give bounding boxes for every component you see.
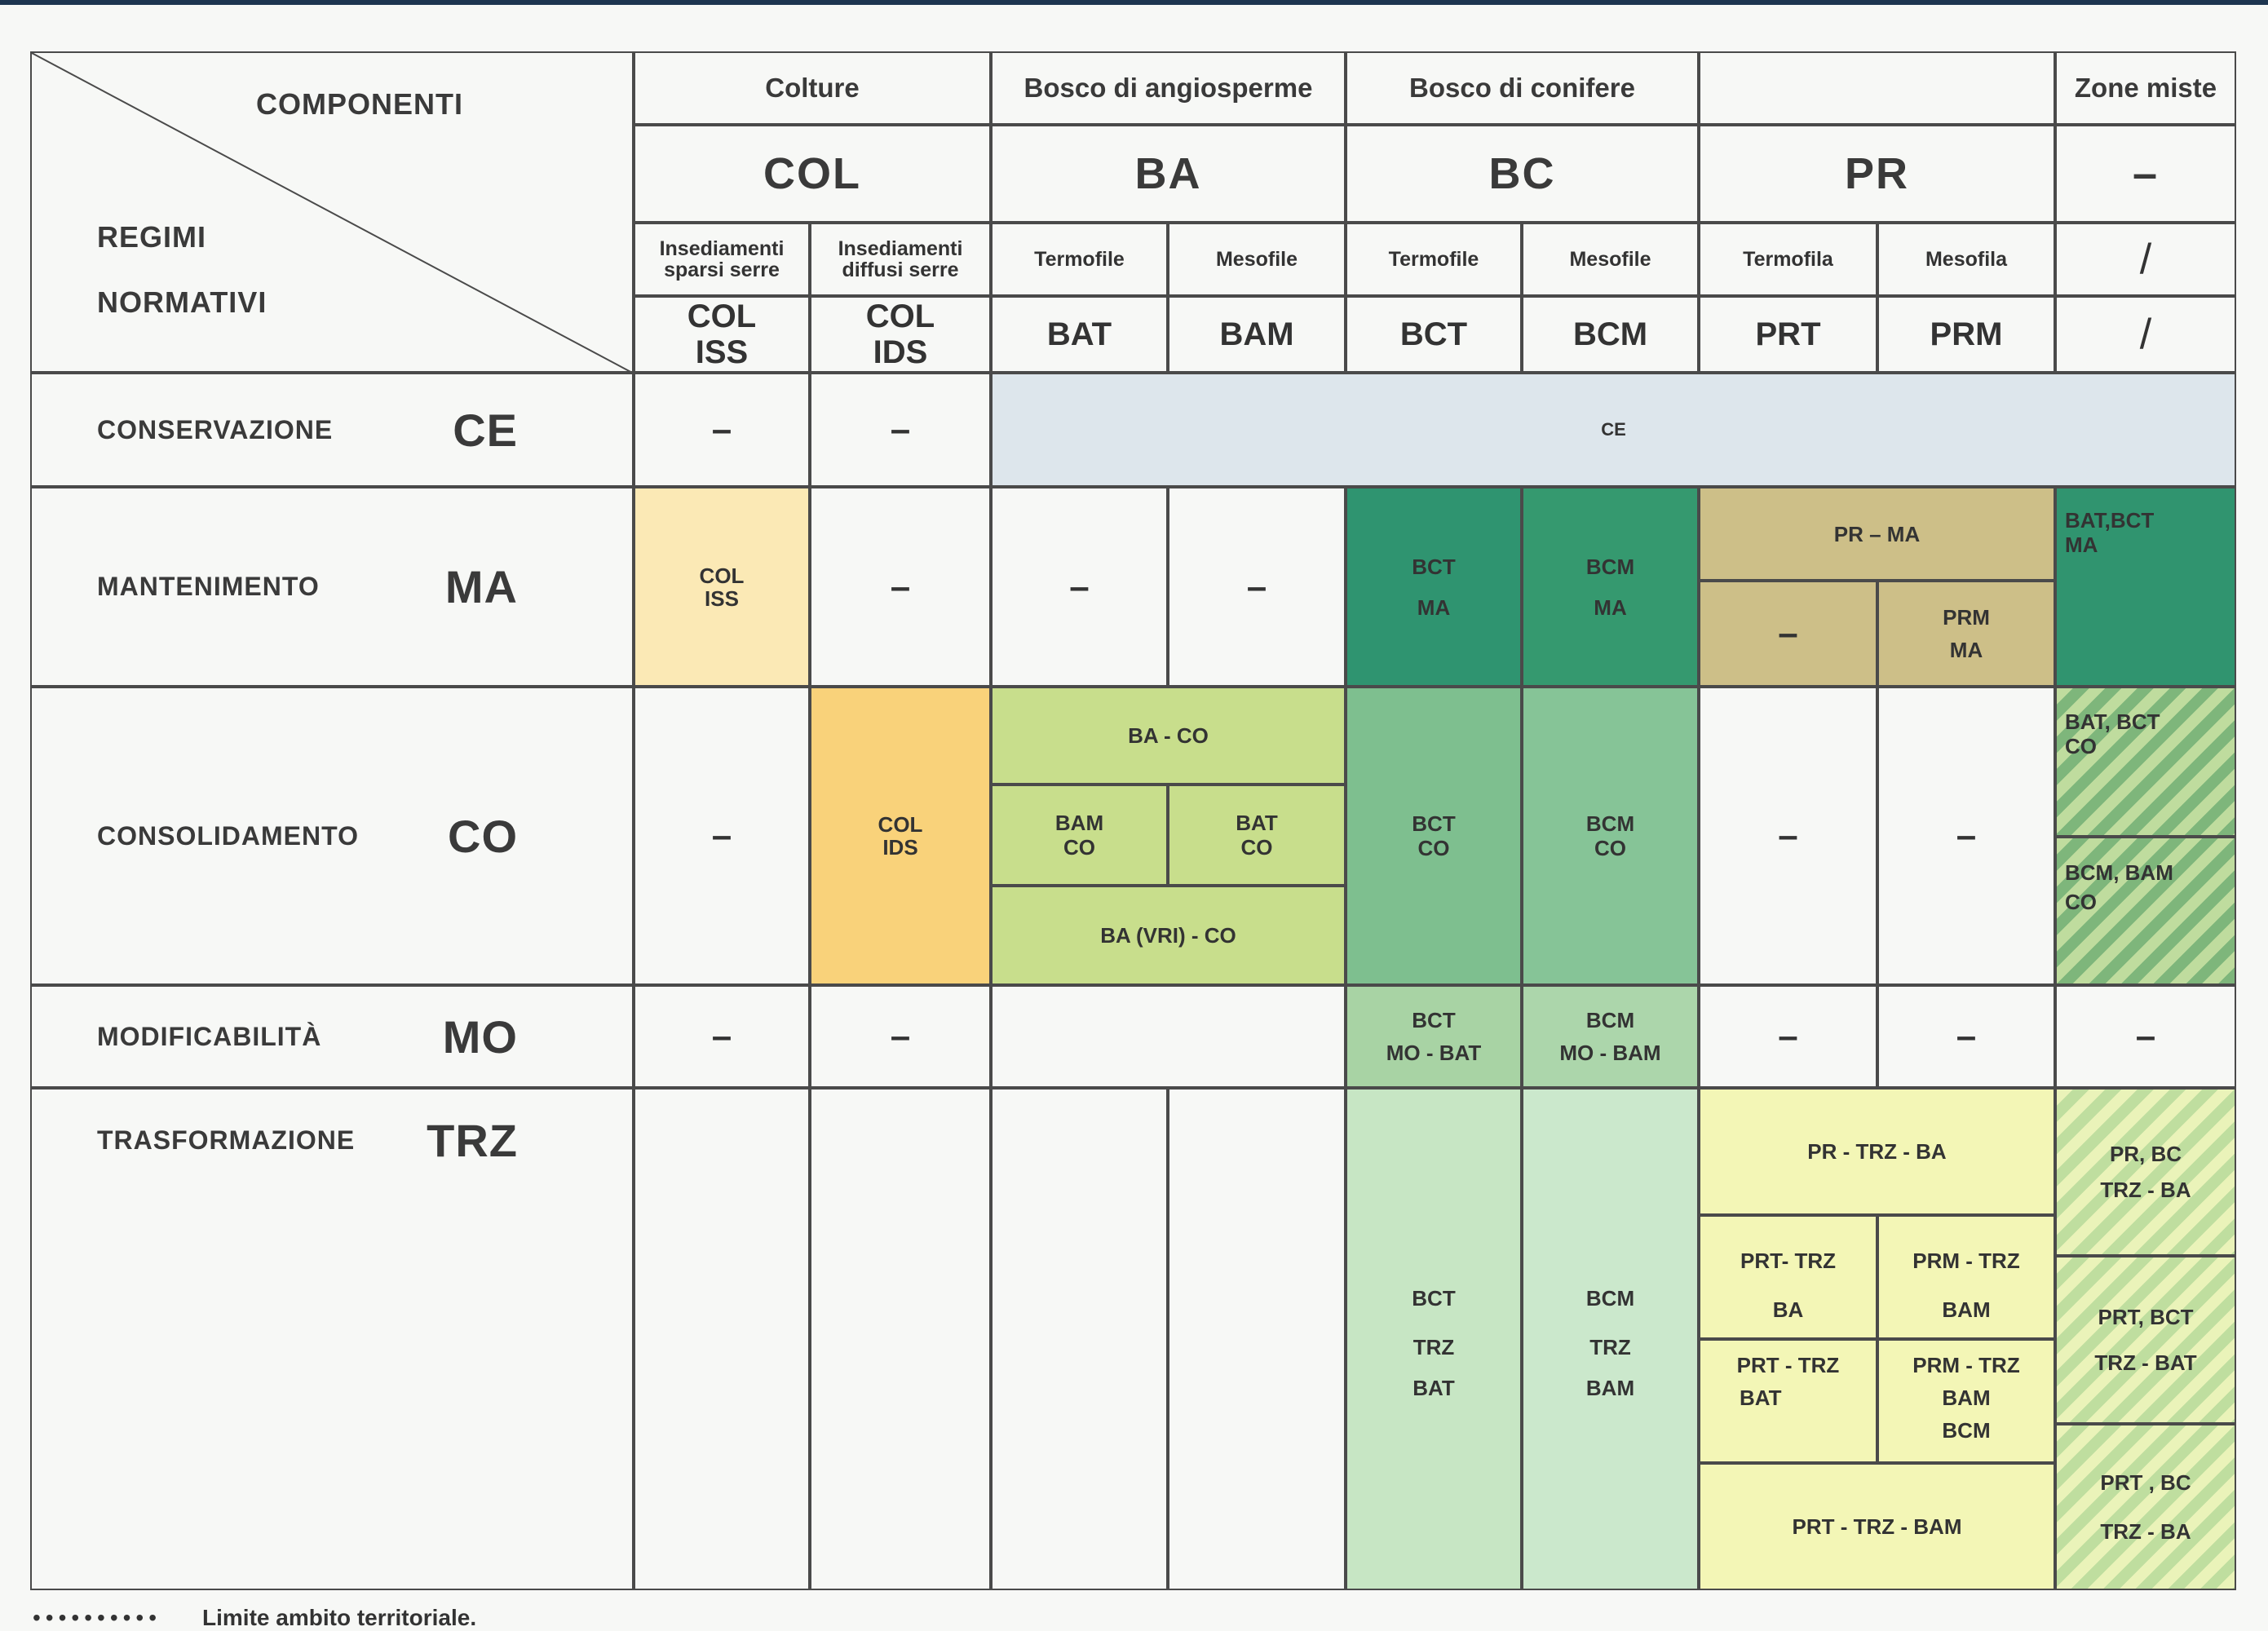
trz-mixed-cell-1: PR, BC TRZ - BA xyxy=(2055,1088,2236,1256)
sub-bct-code: BCT xyxy=(1346,296,1522,373)
trz-prt-bat-cell: PRT - TRZ BAT xyxy=(1699,1339,1877,1463)
co-ba-vri-cell: BA (VRI) - CO xyxy=(991,886,1346,985)
ce-col-ids-cell: – xyxy=(810,373,991,487)
row-label-trasformazione: TRASFORMAZIONE TRZ xyxy=(30,1088,634,1590)
mo-ba-cell xyxy=(991,985,1346,1088)
trz-bam-cell xyxy=(1168,1088,1346,1590)
legend xyxy=(33,1605,476,1631)
mo-mixed-cell: – xyxy=(2055,985,2236,1088)
ma-col-iss-cell: COL ISS xyxy=(634,487,810,687)
top-edge-bar xyxy=(0,0,2268,5)
regimi-label: REGIMI xyxy=(97,220,207,254)
sub-col-iss-code: COL ISS xyxy=(634,296,810,373)
co-bcm-cell: BCM CO xyxy=(1522,687,1699,985)
normativi-label: NORMATIVI xyxy=(97,285,267,319)
dotted-line-symbol: •••••••••• xyxy=(33,1605,162,1630)
sub-prt-code: PRT xyxy=(1699,296,1877,373)
ce-col-iss-cell: – xyxy=(634,373,810,487)
sub-prm-code: PRM xyxy=(1877,296,2055,373)
group-colture-name: Colture xyxy=(634,51,991,125)
co-bam-cell: BAM CO xyxy=(991,785,1168,886)
trz-bcm-cell: BCM TRZ BAM xyxy=(1522,1088,1699,1590)
mo-prt-cell: – xyxy=(1699,985,1877,1088)
ma-bat-cell: – xyxy=(991,487,1168,687)
row-label-modificabilita: MODIFICABILITÀ MO xyxy=(30,985,634,1088)
sub-col-ids-name: Insediamenti diffusi serre xyxy=(810,223,991,296)
group-mixed-code: – xyxy=(2055,125,2236,223)
row-label-consolidamento: CONSOLIDAMENTO CO xyxy=(30,687,634,985)
trz-mixed-cell-2: PRT, BCT TRZ - BAT xyxy=(2055,1256,2236,1424)
co-mixed-cell-2: BCM, BAM CO xyxy=(2055,837,2236,985)
ma-prt-cell: – xyxy=(1699,581,1877,687)
sub-bcm-code: BCM xyxy=(1522,296,1699,373)
ma-bct-cell: BCT MA xyxy=(1346,487,1522,687)
ma-mixed-cell: BAT,BCT MA xyxy=(2055,487,2236,687)
group-zone-miste-name: Zone miste xyxy=(2055,51,2236,125)
trz-prm-bam-bcm-cell: PRM - TRZ BAM BCM xyxy=(1877,1339,2055,1463)
group-col-code: COL xyxy=(634,125,991,223)
sub-bcm-name: Mesofile xyxy=(1522,223,1699,296)
mo-prm-cell: – xyxy=(1877,985,2055,1088)
co-col-iss-cell: – xyxy=(634,687,810,985)
ma-prm-cell: PRM MA xyxy=(1877,581,2055,687)
legend-text: Limite ambito territoriale. xyxy=(202,1605,477,1630)
group-bc-name: Bosco di conifere xyxy=(1346,51,1699,125)
sub-mixed-slash-2: / xyxy=(2055,296,2236,373)
trz-bat-cell xyxy=(991,1088,1168,1590)
sub-bam-code: BAM xyxy=(1168,296,1346,373)
ce-band-cell: CE xyxy=(991,373,2236,487)
ma-col-ids-cell: – xyxy=(810,487,991,687)
trz-prt-bam-cell: PRT - TRZ - BAM xyxy=(1699,1463,2055,1590)
sub-prt-name: Termofila xyxy=(1699,223,1877,296)
co-col-ids-cell: COL IDS xyxy=(810,687,991,985)
sub-bam-name: Mesofile xyxy=(1168,223,1346,296)
row-label-mantenimento: MANTENIMENTO MA xyxy=(30,487,634,687)
sub-col-ids-code: COL IDS xyxy=(810,296,991,373)
group-ba-name: Bosco di angiosperme xyxy=(991,51,1346,125)
mo-col-iss-cell: – xyxy=(634,985,810,1088)
sub-prm-name: Mesofila xyxy=(1877,223,2055,296)
co-bat-cell: BAT CO xyxy=(1168,785,1346,886)
co-ba-cell: BA - CO xyxy=(991,687,1346,785)
trz-col-ids-cell xyxy=(810,1088,991,1590)
sub-mixed-slash-1: / xyxy=(2055,223,2236,296)
sub-bat-name: Termofile xyxy=(991,223,1168,296)
mo-col-ids-cell: – xyxy=(810,985,991,1088)
componenti-label: COMPONENTI xyxy=(256,87,464,121)
group-bc-code: BC xyxy=(1346,125,1699,223)
ma-pr-cell: PR – MA xyxy=(1699,487,2055,581)
co-prt-cell: – xyxy=(1699,687,1877,985)
trz-pr-ba-cell: PR - TRZ - BA xyxy=(1699,1088,2055,1215)
co-prm-cell: – xyxy=(1877,687,2055,985)
mo-bct-cell: BCT MO - BAT xyxy=(1346,985,1522,1088)
group-pr-code: PR xyxy=(1699,125,2055,223)
mo-bcm-cell: BCM MO - BAM xyxy=(1522,985,1699,1088)
trz-prt-ba-cell: PRT- TRZ BA xyxy=(1699,1215,1877,1339)
trz-mixed-cell-3: PRT , BC TRZ - BA xyxy=(2055,1424,2236,1590)
ma-bam-cell: – xyxy=(1168,487,1346,687)
trz-bct-cell: BCT TRZ BAT xyxy=(1346,1088,1522,1590)
group-pr-name xyxy=(1699,51,2055,125)
co-mixed-cell-1: BAT, BCT CO xyxy=(2055,687,2236,837)
table-corner-header xyxy=(30,51,634,373)
co-bct-cell: BCT CO xyxy=(1346,687,1522,985)
ma-bcm-cell: BCM MA xyxy=(1522,487,1699,687)
trz-col-iss-cell xyxy=(634,1088,810,1590)
group-ba-code: BA xyxy=(991,125,1346,223)
sub-bat-code: BAT xyxy=(991,296,1168,373)
row-label-conservazione: CONSERVAZIONE CE xyxy=(30,373,634,487)
sub-bct-name: Termofile xyxy=(1346,223,1522,296)
trz-prm-bam-cell: PRM - TRZ BAM xyxy=(1877,1215,2055,1339)
sub-col-iss-name: Insediamenti sparsi serre xyxy=(634,223,810,296)
